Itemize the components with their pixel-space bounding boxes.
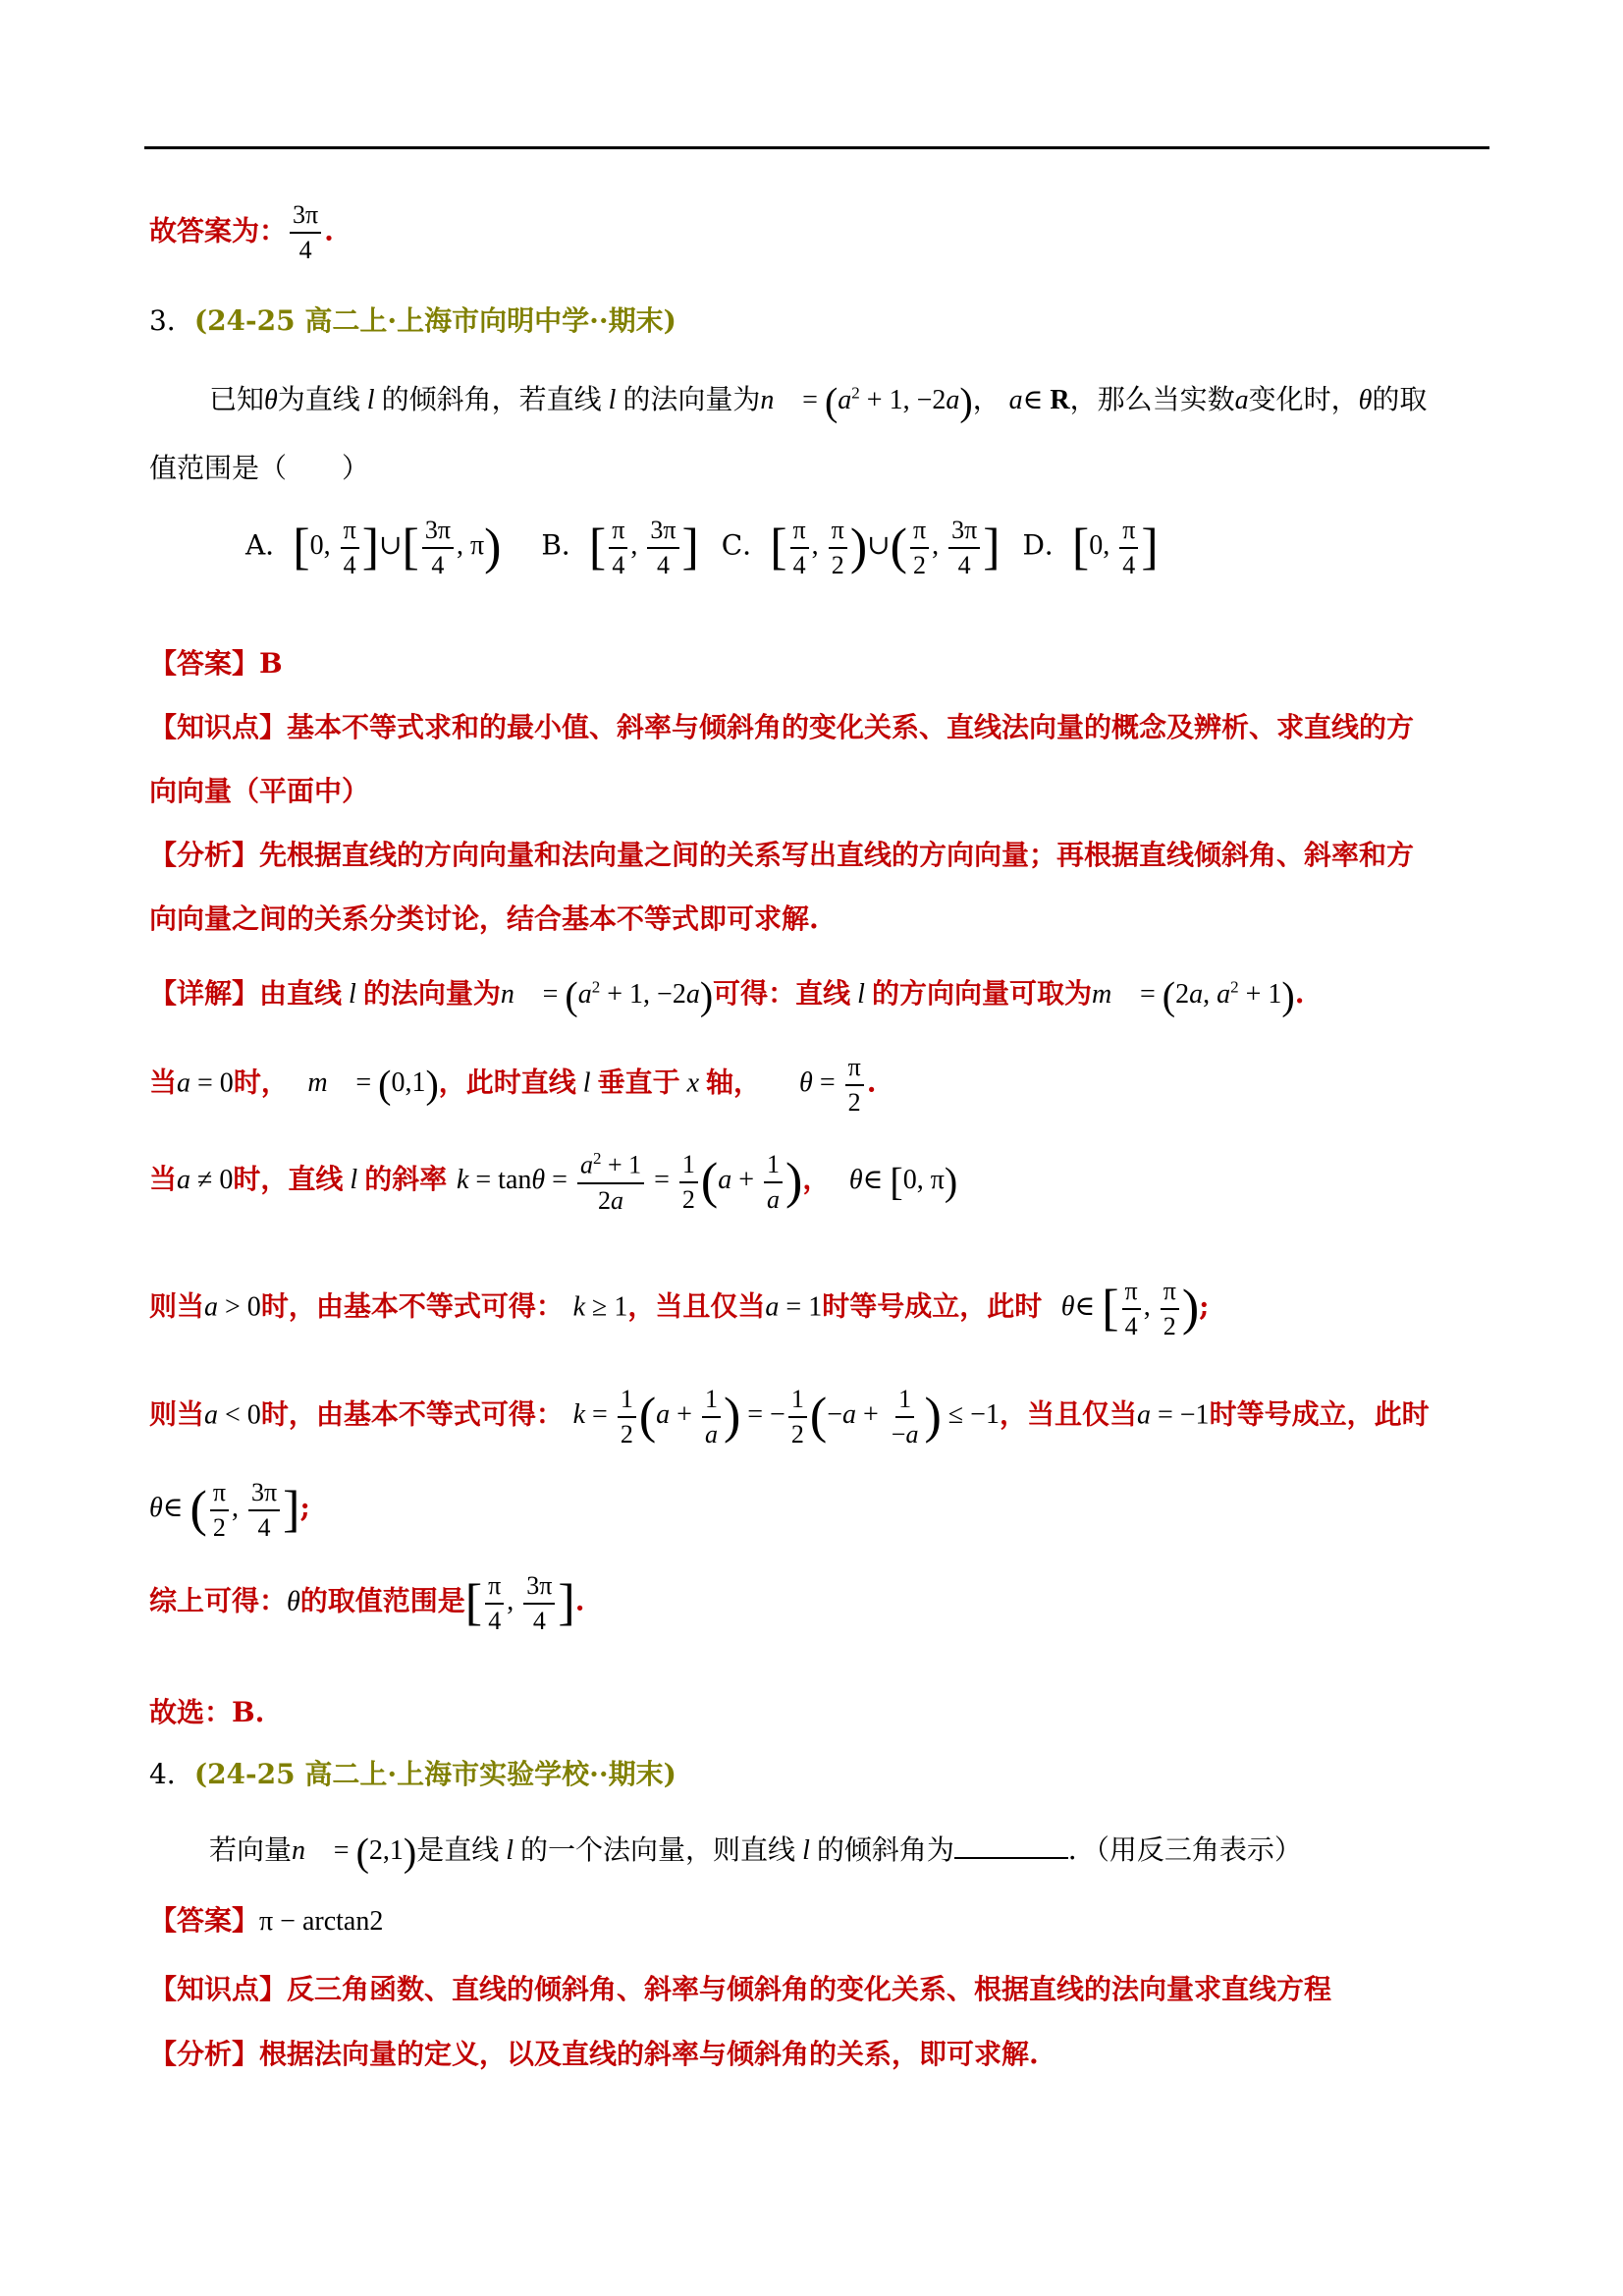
q3-options (245, 516, 1172, 580)
option-a: A．[0, $\frac{\pi}{4}$ ]∪[ $\frac{3\pi}{4}$ , π) (245, 516, 502, 579)
option-c: C．[ $\frac{\pi}{4}$ , $\frac{\pi}{2}$ )∪( $\frac{\pi}{2}$ , $\frac{3\pi}{4}$ ] (721, 516, 1001, 579)
option-b: B．[ $\frac{\pi}{4}$ , $\frac{3\pi}{4}$ ] (541, 516, 699, 579)
q4-source: (24-25 高二上·上海市实验学校··期末) (193, 1758, 676, 1790)
q4-answer: 【答案】π − arctan2 (149, 1904, 384, 1937)
q3-analysis-line1: 【分析】先根据直线的方向向量和法向量之间的关系写出直线的方向向量；再根据直线倾斜角、斜率和方 (149, 839, 1415, 871)
q4-knowledge: 【知识点】反三角函数、直线的倾斜角、斜率与倾斜角的变化关系、根据直线的法向量求直线方程 (149, 1973, 1332, 2005)
q4-header: 4．(24-25 高二上·上海市实验学校··期末) (149, 1758, 676, 1790)
q3-case-a-negative-result: θ∈ ( $\frac{\pi}{2}$ , $\frac{3\pi}{4}$ ]; (149, 1478, 310, 1542)
q3-answer: 【答案】B (149, 647, 283, 680)
q4-stem: 若向量n⃗ = (2,1)是直线 l 的一个法向量，则直线 l 的倾斜角为 ．（用反三角表示） (209, 1830, 1302, 1875)
q3-detail-line1: 【详解】由直线 l 的法向量为n⃗ = ($a^2 + 1$, −2a)可得：直线 l 的方向向量可取为m⃗ = (2a, $a^2 + 1$). (149, 973, 1305, 1018)
q3-source: (24-25 高二上·上海市向明中学··期末) (193, 304, 676, 337)
q3-header: 3．(24-25 高二上·上海市向明中学··期末) (149, 304, 676, 337)
q3-case-a-nonzero: 当a ≠ 0时，直线 l 的斜率 k = tanθ = $\frac{a^2 + 1}{2a}$ = $\frac{1}{2}$ (a + $\frac{1}{a}$ )， θ∈ [0, π) (149, 1149, 958, 1215)
q4-analysis: 【分析】根据法向量的定义，以及直线的斜率与倾斜角的关系，即可求解. (149, 2038, 1039, 2070)
q3-knowledge-line2: 向向量（平面中） (149, 775, 370, 807)
q3-choose: 故选：B. (149, 1696, 265, 1728)
q3-summary: 综上可得：θ的取值范围是[ $\frac{\pi}{4}$ , $\frac{3\pi}{4}$ ]. (149, 1571, 585, 1635)
q3-stem-line1: 已知θ为直线 l 的倾斜角，若直线 l 的法向量为n⃗ = ($a^2 + 1$, −2a)， a∈ R，那么当实数a变化时，θ的取 (209, 379, 1428, 424)
q3-knowledge-line1: 【知识点】基本不等式求和的最小值、斜率与倾斜角的变化关系、直线法向量的概念及辨析、求直线的方 (149, 711, 1415, 743)
q3-analysis-line2: 向向量之间的关系分类讨论，结合基本不等式即可求解. (149, 902, 819, 935)
header-rule (144, 146, 1489, 149)
q3-case-a-negative: 则当a < 0时，由基本不等式可得： k = $\frac{1}{2}$ (a + $\frac{1}{a}$ ) = − $\frac{1}{2}$ (−a + $\frac{1}{-a}$ ) ≤ −1，当且仅当a = −1时等号成立，此时 (149, 1385, 1430, 1449)
prev-answer: 故答案为： $\frac{3\pi}{4}$ . (149, 200, 334, 264)
answer-blank (954, 1830, 1068, 1859)
q3-stem-line2: 值范围是（ ） (149, 452, 370, 484)
q3-case-a-zero: 当a = 0时， m⃗ = (0,1)，此时直线 l 垂直于 x 轴， θ = $\frac{\pi}{2}$ . (149, 1053, 877, 1117)
q3-case-a-positive: 则当a > 0时，由基本不等式可得： k ≥ 1，当且仅当a = 1时等号成立，此时 θ∈ [ $\frac{\pi}{4}$ , $\frac{\pi}{2}$ ); (149, 1277, 1210, 1340)
prev-answer-fraction: $\frac{3\pi}{4}$ (290, 200, 321, 265)
option-d: D．[0, $\frac{\pi}{4}$ ] (1022, 516, 1159, 579)
